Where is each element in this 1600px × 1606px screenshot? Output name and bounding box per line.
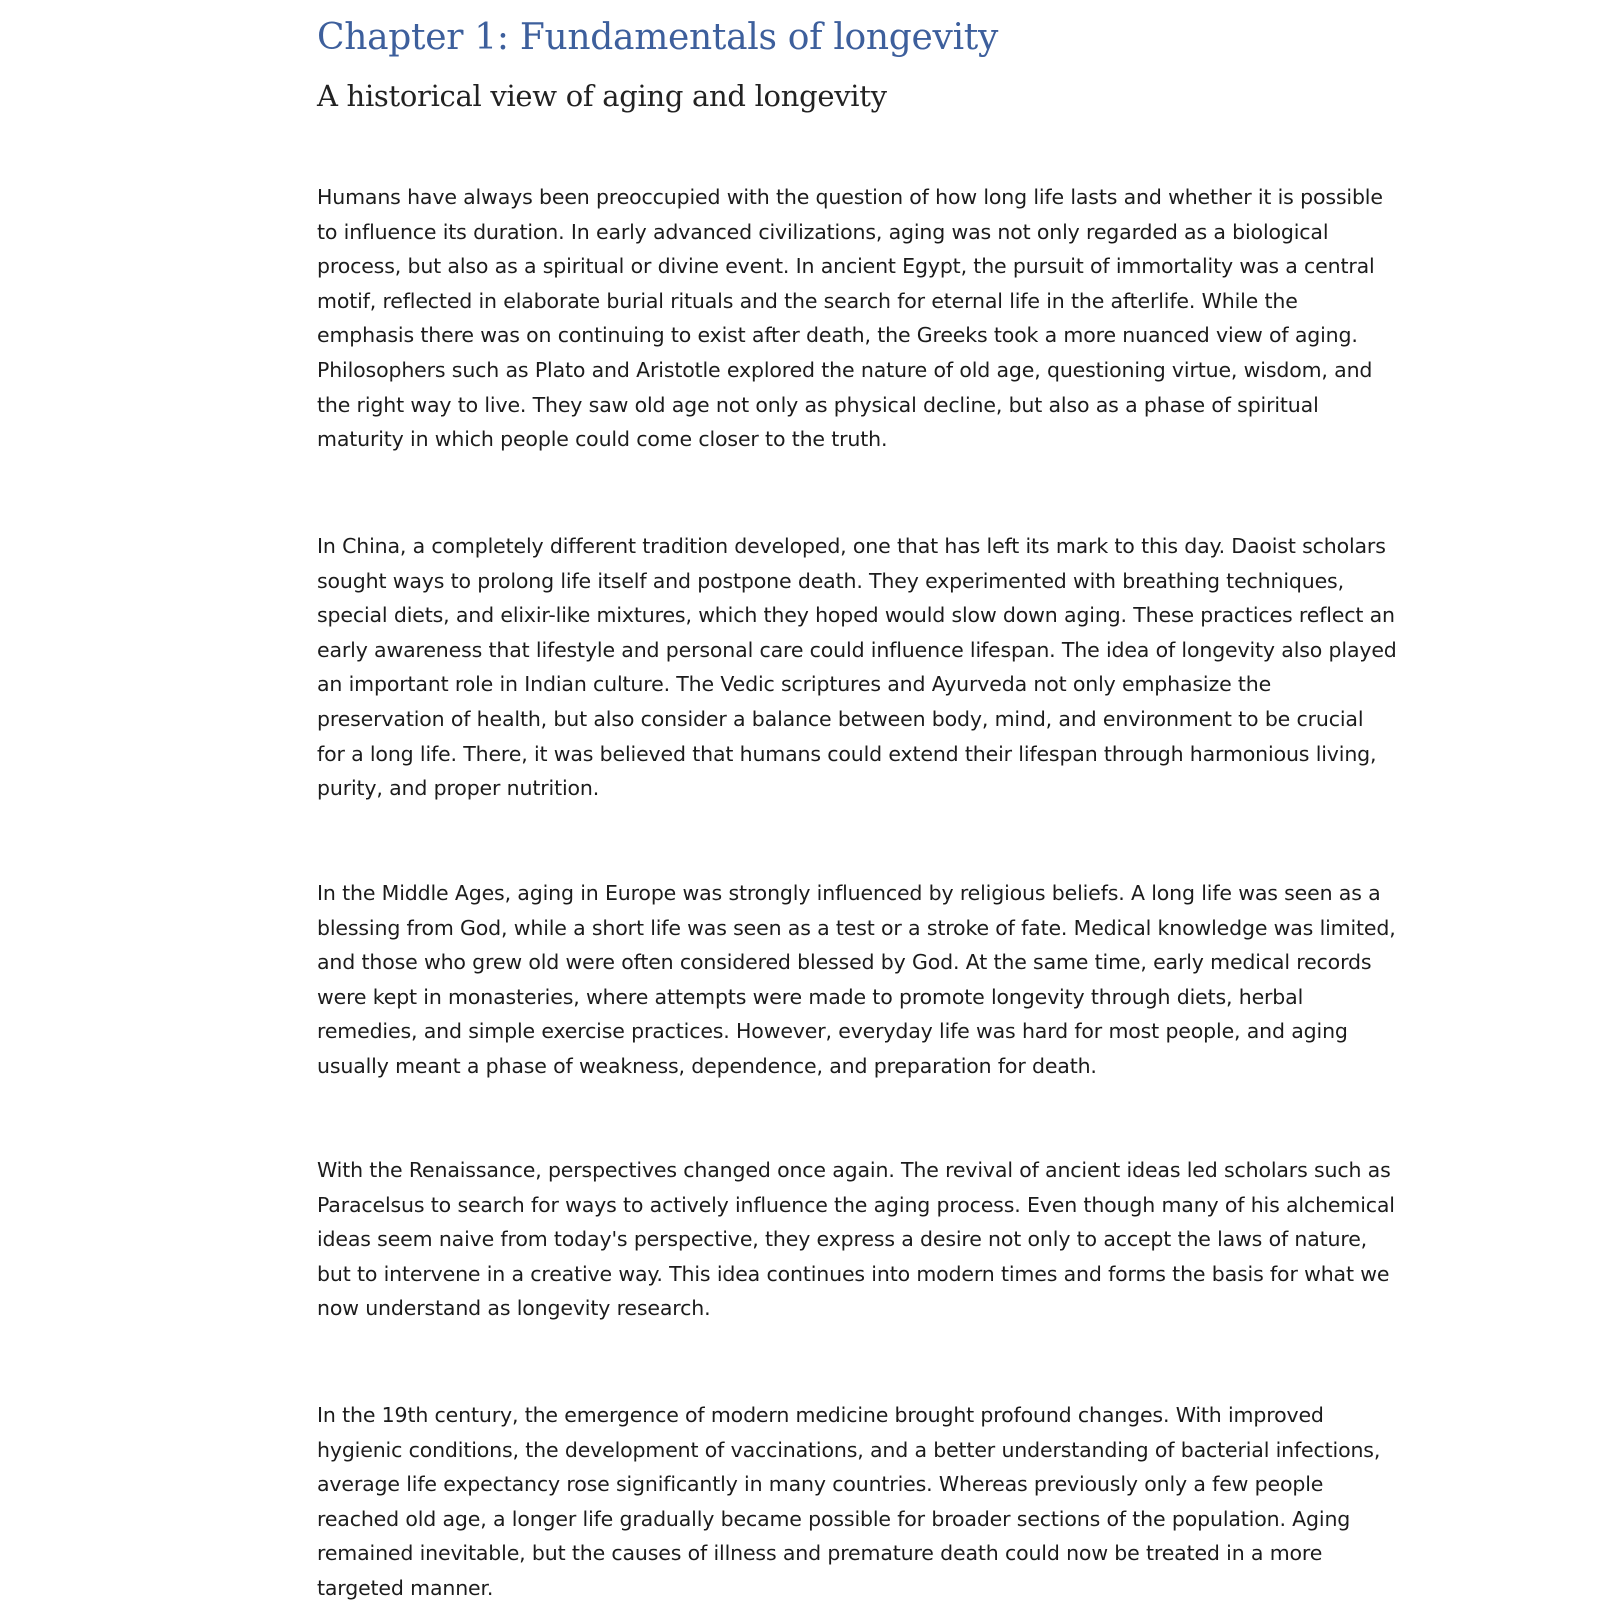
body-paragraph-5: In the 19th century, the emergence of modern medicine brought profound changes. With improved hygienic conditions, the development of vaccinations, and a better understanding of bacterial infections, average life expectancy rose significantly in many countries. Whereas previously only a few people reached old age, a longer life gradually became possible for broader sections of the population. Aging remained inevitable, but the causes of illness and premature death could now be treated in a more targeted manner. [317,1403,1381,1600]
document-page [317,8,1397,1600]
body-paragraph-4: With the Renaissance, perspectives changed once again. The revival of ancient ideas led scholars such as Paracelsus to search for ways to actively influence the aging process. Even though many of his alchemical ideas seem naive from today's perspective, they express a desire not only to accept the laws of nature, but to intervene in a creative way. This idea continues into modern times and forms the basis for what we now understand as longevity research. [317,1158,1395,1321]
body-paragraph-2: In China, a completely different tradition developed, one that has left its mark to this day. Daoist scholars sought ways to prolong life itself and postpone death. They experimented with breathing techniques, special diets, and elixir-like mixtures, which they hoped would slow down aging. These practices reflect an early awareness that lifestyle and personal care could influence lifespan. The idea of longevity also played an important role in Indian culture. The Vedic scriptures and Ayurveda not only emphasize the preservation of health, but also consider a balance between body, mind, and environment to be crucial for a long life. There, it was believed that humans could extend their lifespan through harmonious living, purity, and proper nutrition. [317,534,1397,801]
section-title: A historical view of aging and longevity [317,79,887,113]
body-paragraph-1: Humans have always been preoccupied with the question of how long life lasts and whether it is possible to influence its duration. In early advanced civilizations, aging was not only regarded as a biological process, but also as a spiritual or divine event. In ancient Egypt, the pursuit of immortality was a central motif, reflected in elaborate burial rituals and the search for eternal life in the afterlife. While the emphasis there was on continuing to exist after death, the Greeks took a more nuanced view of aging. Philosophers such as Plato and Aristotle explored the nature of old age, questioning virtue, wisdom, and the right way to live. They saw old age not only as physical decline, but also as a phase of spiritual maturity in which people could come closer to the truth. [317,185,1383,452]
body-paragraph-3: In the Middle Ages, aging in Europe was strongly influenced by religious beliefs. A long life was seen as a blessing from God, while a short life was seen as a test or a stroke of fate. Medical knowledge was limited, and those who grew old were often considered blessed by God. At the same time, early medical records were kept in monasteries, where attempts were made to promote longevity through diets, herbal remedies, and simple exercise practices. However, everyday life was hard for most people, and aging usually meant a phase of weakness, dependence, and preparation for death. [317,881,1396,1078]
chapter-title: Chapter 1: Fundamentals of longevity [317,17,999,58]
